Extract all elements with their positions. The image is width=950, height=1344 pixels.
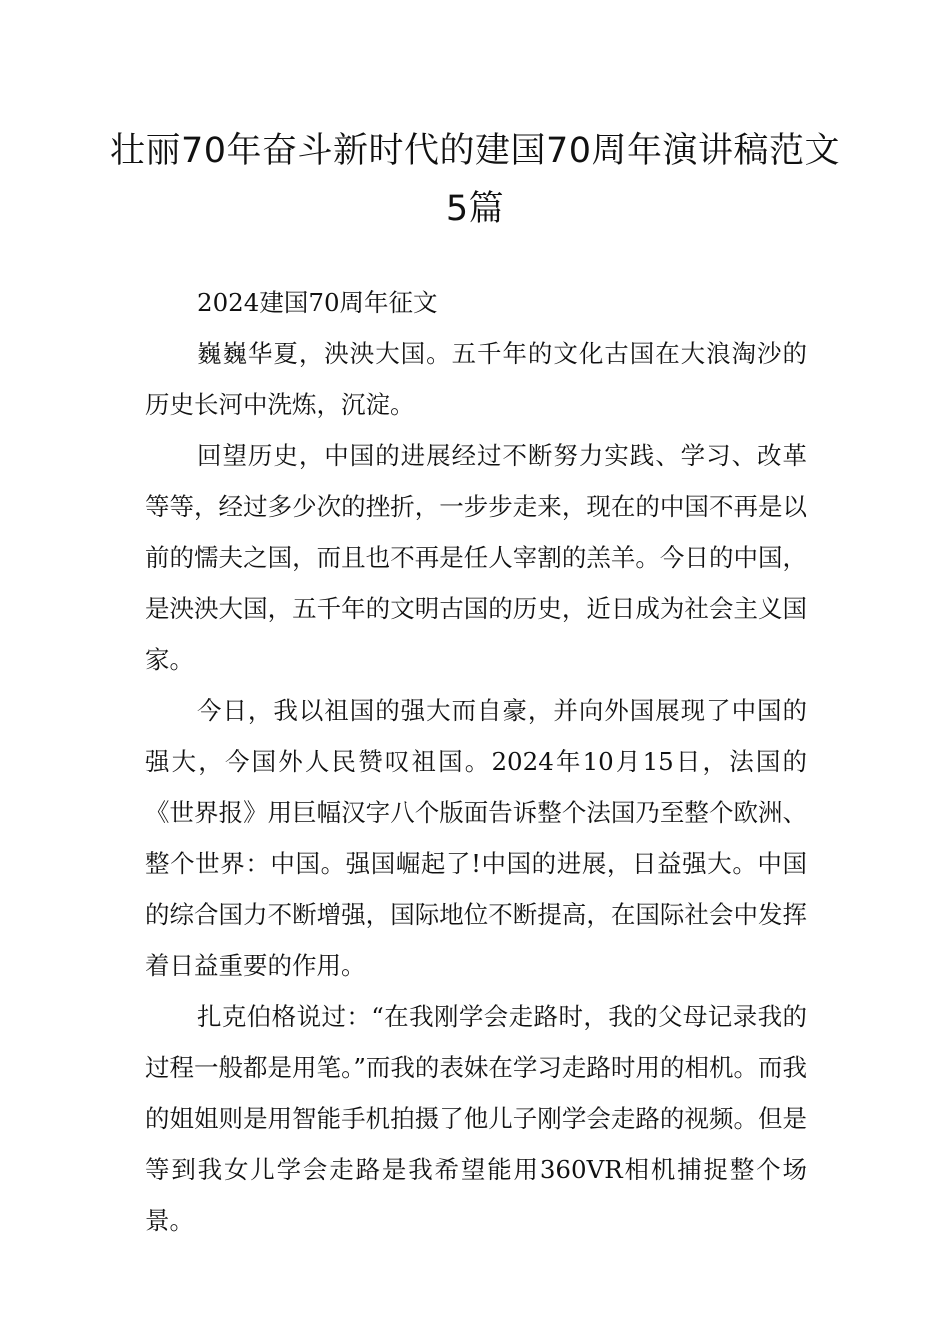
document-subtitle: 2024建国70周年征文 [197, 288, 438, 317]
paragraph-3: 今日，我以祖国的强大而自豪，并向外国展现了中国的强大，今国外人民赞叹祖国。2024年10月15日，法国的《世界报》用巨幅汉字八个版面告诉整个法国乃至整个欧洲、整个世界：中国。强国崛起了!中国的进展，日益强大。中国的综合国力不断增强，国际地位不断提高，在国际社会中发挥着日益重要的作用。 [145, 696, 807, 980]
document-title: 壮丽70年奋斗新时代的建国70周年演讲稿范文5篇 [109, 131, 841, 229]
paragraph-4: 扎克伯格说过：“在我刚学会走路时，我的父母记录我的过程一般都是用笔。”而我的表妹在学习走路时用的相机。而我的姐姐则是用智能手机拍摄了他儿子刚学会走路的视频。但是等到我女儿学会走路是我希望能用360VR相机捕捉整个场景。 [145, 1002, 807, 1235]
paragraph-2: 回望历史，中国的进展经过不断努力实践、学习、改革等等，经过多少次的挫折，一步步走来，现在的中国不再是以前的懦夫之国，而且也不再是任人宰割的羔羊。今日的中国，是泱泱大国，五千年的文明古国的历史，近日成为社会主义国家。 [145, 441, 807, 674]
document-body [145, 277, 807, 1246]
paragraph-1: 巍巍华夏，泱泱大国。五千年的文化古国在大浪淘沙的历史长河中洗炼，沉淀。 [145, 339, 807, 419]
